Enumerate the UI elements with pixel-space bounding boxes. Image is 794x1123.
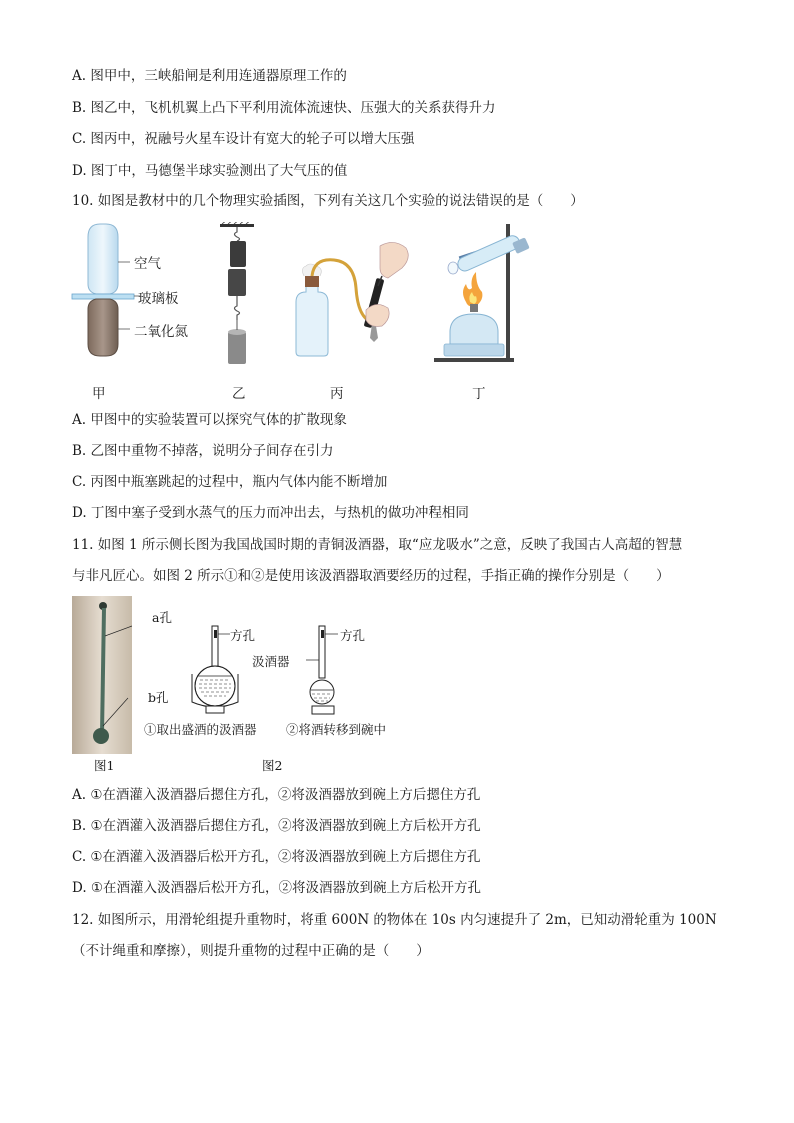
- label-air: 空气: [134, 256, 161, 272]
- bronze-dipper-photo: [72, 596, 132, 754]
- q10-stem: 10. 如图是教材中的几个物理实验插图，下列有关这几个实验的说法错误的是（ ）: [72, 193, 584, 209]
- q11-option-d: D. ①在酒灌入汲酒器后松开方孔，②将汲酒器放到碗上方后松开方孔: [72, 880, 482, 896]
- q12-stem-line-2: （不计绳重和摩擦），则提升重物的过程中正确的是（ ）: [72, 943, 430, 959]
- caption-figure-2: 图2: [262, 758, 283, 773]
- lead-blocks-illustration: [218, 222, 262, 372]
- label-nitrogen-dioxide: 二氧化氮: [134, 324, 188, 340]
- caption-yi: 乙: [232, 386, 246, 402]
- q11-option-c: C. ①在酒灌入汲酒器后松开方孔，②将汲酒器放到碗上方后摁住方孔: [72, 849, 481, 865]
- q10-figure: [70, 222, 540, 402]
- q11-stem-line-2: 与非凡匠心。如图 2 所示①和②是使用该汲酒器取酒要经历的过程，手指正确的操作分别是（ ）: [72, 568, 670, 584]
- diffusion-jars-illustration: [70, 222, 140, 362]
- q10-option-a: A. 甲图中的实验装置可以探究气体的扩散现象: [72, 412, 347, 428]
- label-glass-plate: 玻璃板: [138, 291, 179, 307]
- test-tube-burner-illustration: [430, 222, 540, 364]
- q11-option-b: B. ①在酒灌入汲酒器后摁住方孔，②将汲酒器放到碗上方后松开方孔: [72, 818, 481, 834]
- label-square-hole-2: 方孔: [340, 628, 366, 643]
- q10-option-b: B. 乙图中重物不掉落，说明分子间存在引力: [72, 443, 334, 459]
- q10-option-c: C. 丙图中瓶塞跳起的过程中，瓶内气体内能不断增加: [72, 474, 388, 490]
- q9-option-d: D. 图丁中，马德堡半球实验测出了大气压的值: [72, 163, 348, 179]
- label-dipper: 汲酒器: [252, 654, 290, 669]
- label-hole-a: a孔: [152, 610, 172, 625]
- caption-step-2: ②将酒转移到碗中: [286, 722, 387, 737]
- caption-ding: 丁: [472, 386, 486, 402]
- label-square-hole-1: 方孔: [230, 628, 256, 643]
- q10-option-d: D. 丁图中塞子受到水蒸气的压力而冲出去，与热机的做功冲程相同: [72, 505, 469, 521]
- q11-option-a: A. ①在酒灌入汲酒器后摁住方孔，②将汲酒器放到碗上方后摁住方孔: [72, 787, 481, 803]
- caption-jia: 甲: [92, 386, 106, 402]
- q9-option-c: C. 图丙中，祝融号火星车设计有宽大的轮子可以增大压强: [72, 131, 415, 147]
- q12-stem-line-1: 12. 如图所示，用滑轮组提升重物时，将重 600N 的物体在 10s 内匀速提升了 2m，已知动滑轮重为 100N: [72, 912, 717, 928]
- q11-stem-line-1: 11. 如图 1 所示侧长图为我国战国时期的青铜汲酒器，取“应龙吸水”之意，反映了我国古人高超的智慧: [72, 537, 683, 553]
- caption-step-1: ①取出盛酒的汲酒器: [144, 722, 257, 737]
- bottle-pump-illustration: [284, 238, 414, 364]
- q11-figure: [72, 596, 412, 776]
- caption-figure-1: 图1: [94, 758, 115, 773]
- q9-option-a: A. 图甲中，三峡船闸是利用连通器原理工作的: [72, 68, 347, 84]
- caption-bing: 丙: [330, 386, 344, 402]
- q9-option-b: B. 图乙中，飞机机翼上凸下平利用流体流速快、压强大的关系获得升力: [72, 100, 496, 116]
- label-hole-b: b孔: [148, 690, 169, 705]
